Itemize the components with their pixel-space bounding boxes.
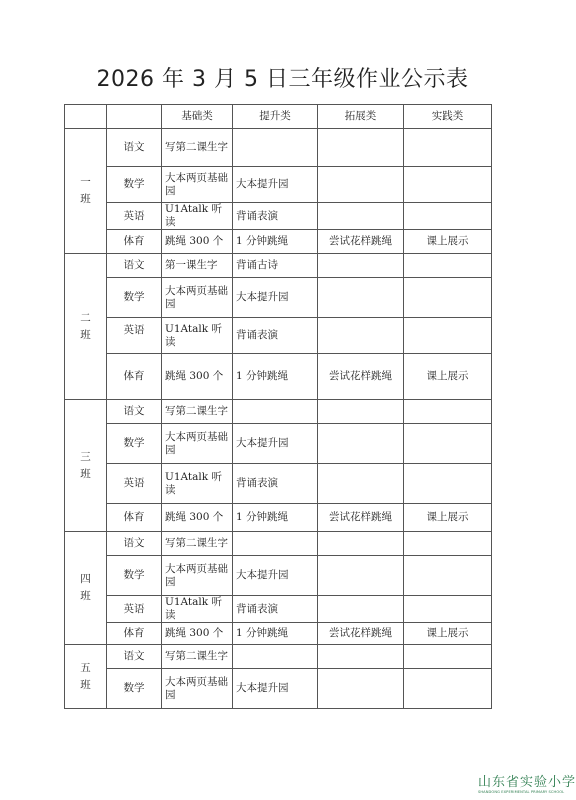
task-cell-practice — [404, 167, 492, 203]
subject-cell: 数学 — [107, 669, 162, 709]
table-row — [65, 623, 492, 645]
subject-cell: 语文 — [107, 532, 162, 556]
task-cell-practice: 课上展示 — [404, 504, 492, 532]
task-cell-basic: 跳绳 300 个 — [162, 504, 233, 532]
logo-school-name: 山东省实验小学 — [478, 775, 576, 790]
task-cell-practice: 课上展示 — [404, 354, 492, 400]
task-cell-extended: 尝试花样跳绳 — [318, 230, 404, 254]
table-row — [65, 318, 492, 354]
task-cell-practice — [404, 318, 492, 354]
header-practice: 实践类 — [404, 105, 492, 129]
task-cell-extended — [318, 278, 404, 318]
class-name-cell — [65, 400, 107, 532]
task-cell-basic: 大本两页基础园 — [162, 167, 233, 203]
class-name-cell — [65, 645, 107, 709]
task-cell-extended — [318, 645, 404, 669]
task-cell-advanced — [233, 645, 318, 669]
school-logo — [478, 775, 576, 795]
task-cell-practice — [404, 645, 492, 669]
task-cell-basic: 写第二课生字 — [162, 645, 233, 669]
task-cell-extended — [318, 318, 404, 354]
task-cell-basic: 大本两页基础园 — [162, 669, 233, 709]
task-cell-basic: 大本两页基础园 — [162, 278, 233, 318]
task-cell-extended: 尝试花样跳绳 — [318, 354, 404, 400]
subject-cell: 数学 — [107, 424, 162, 464]
table-row — [65, 596, 492, 623]
header-corner-cell — [65, 105, 107, 129]
task-cell-extended — [318, 203, 404, 230]
table-row — [65, 278, 492, 318]
task-cell-practice — [404, 464, 492, 504]
subject-cell: 语文 — [107, 400, 162, 424]
task-cell-practice — [404, 424, 492, 464]
subject-cell: 体育 — [107, 230, 162, 254]
class-name: 四班 — [80, 573, 91, 602]
task-cell-practice — [404, 556, 492, 596]
task-cell-basic: U1Atalk 听读 — [162, 596, 233, 623]
task-cell-basic: 大本两页基础园 — [162, 424, 233, 464]
task-cell-advanced: 大本提升园 — [233, 278, 318, 318]
subject-cell: 英语 — [107, 464, 162, 504]
table-row — [65, 556, 492, 596]
subject-cell: 体育 — [107, 623, 162, 645]
table-row — [65, 129, 492, 167]
task-cell-basic: 写第二课生字 — [162, 532, 233, 556]
logo-school-subtitle: SHANDONG EXPERIMENTAL PRIMARY SCHOOL — [478, 790, 565, 794]
table-row — [65, 354, 492, 400]
task-cell-extended — [318, 424, 404, 464]
class-name-cell — [65, 254, 107, 400]
subject-cell: 数学 — [107, 556, 162, 596]
task-cell-practice: 课上展示 — [404, 623, 492, 645]
task-cell-advanced: 1 分钟跳绳 — [233, 230, 318, 254]
task-cell-extended: 尝试花样跳绳 — [318, 504, 404, 532]
class-name: 五班 — [80, 661, 91, 691]
task-cell-practice — [404, 669, 492, 709]
task-cell-basic: 跳绳 300 个 — [162, 230, 233, 254]
task-cell-basic: 跳绳 300 个 — [162, 623, 233, 645]
page-title: 2026 年 3 月 5 日三年级作业公示表 — [96, 67, 469, 92]
task-cell-advanced — [233, 129, 318, 167]
task-cell-extended — [318, 669, 404, 709]
task-cell-advanced: 背诵古诗 — [233, 254, 318, 278]
header-row — [65, 105, 492, 129]
table-row — [65, 254, 492, 278]
table-row — [65, 424, 492, 464]
subject-cell: 语文 — [107, 645, 162, 669]
task-cell-practice: 课上展示 — [404, 230, 492, 254]
task-cell-practice — [404, 254, 492, 278]
table-row — [65, 669, 492, 709]
task-cell-extended: 尝试花样跳绳 — [318, 623, 404, 645]
task-cell-practice — [404, 532, 492, 556]
class-name: 三班 — [80, 450, 91, 480]
header-advanced: 提升类 — [233, 105, 318, 129]
task-cell-basic: 跳绳 300 个 — [162, 354, 233, 400]
table-row — [65, 167, 492, 203]
table-row — [65, 203, 492, 230]
task-cell-advanced: 1 分钟跳绳 — [233, 623, 318, 645]
subject-cell: 语文 — [107, 254, 162, 278]
subject-cell: 英语 — [107, 596, 162, 623]
task-cell-advanced: 大本提升园 — [233, 424, 318, 464]
class-name-cell — [65, 532, 107, 645]
header-extended: 拓展类 — [318, 105, 404, 129]
task-cell-basic: 第一课生字 — [162, 254, 233, 278]
task-cell-advanced — [233, 532, 318, 556]
task-cell-advanced: 背诵表演 — [233, 318, 318, 354]
header-basic: 基础类 — [162, 105, 233, 129]
task-cell-practice — [404, 129, 492, 167]
task-cell-advanced: 大本提升园 — [233, 556, 318, 596]
task-cell-basic: 大本两页基础园 — [162, 556, 233, 596]
task-cell-advanced — [233, 400, 318, 424]
class-name-cell — [65, 129, 107, 254]
subject-cell: 英语 — [107, 203, 162, 230]
task-cell-extended — [318, 167, 404, 203]
class-name: 二班 — [80, 311, 91, 341]
subject-cell: 数学 — [107, 167, 162, 203]
table-row — [65, 645, 492, 669]
task-cell-basic: U1Atalk 听读 — [162, 464, 233, 504]
subject-cell: 数学 — [107, 278, 162, 318]
task-cell-advanced: 1 分钟跳绳 — [233, 354, 318, 400]
task-cell-basic: U1Atalk 听读 — [162, 203, 233, 230]
task-cell-extended — [318, 400, 404, 424]
task-cell-advanced: 1 分钟跳绳 — [233, 504, 318, 532]
task-cell-extended — [318, 532, 404, 556]
table-row — [65, 400, 492, 424]
subject-cell: 体育 — [107, 504, 162, 532]
task-cell-practice — [404, 203, 492, 230]
task-cell-practice — [404, 596, 492, 623]
task-cell-extended — [318, 596, 404, 623]
task-cell-basic: 写第二课生字 — [162, 129, 233, 167]
table-row — [65, 464, 492, 504]
header-subject-cell — [107, 105, 162, 129]
task-cell-basic: U1Atalk 听读 — [162, 318, 233, 354]
table-row — [65, 504, 492, 532]
subject-cell: 体育 — [107, 354, 162, 400]
task-cell-advanced: 大本提升园 — [233, 669, 318, 709]
task-cell-advanced: 背诵表演 — [233, 203, 318, 230]
table-row — [65, 532, 492, 556]
homework-table — [64, 104, 492, 709]
task-cell-advanced: 背诵表演 — [233, 596, 318, 623]
table-row — [65, 230, 492, 254]
task-cell-practice — [404, 278, 492, 318]
task-cell-basic: 写第二课生字 — [162, 400, 233, 424]
subject-cell: 语文 — [107, 129, 162, 167]
task-cell-extended — [318, 254, 404, 278]
task-cell-extended — [318, 129, 404, 167]
task-cell-advanced: 背诵表演 — [233, 464, 318, 504]
task-cell-extended — [318, 464, 404, 504]
task-cell-advanced: 大本提升园 — [233, 167, 318, 203]
subject-cell: 英语 — [107, 318, 162, 354]
task-cell-practice — [404, 400, 492, 424]
class-name: 一班 — [80, 176, 91, 205]
task-cell-extended — [318, 556, 404, 596]
